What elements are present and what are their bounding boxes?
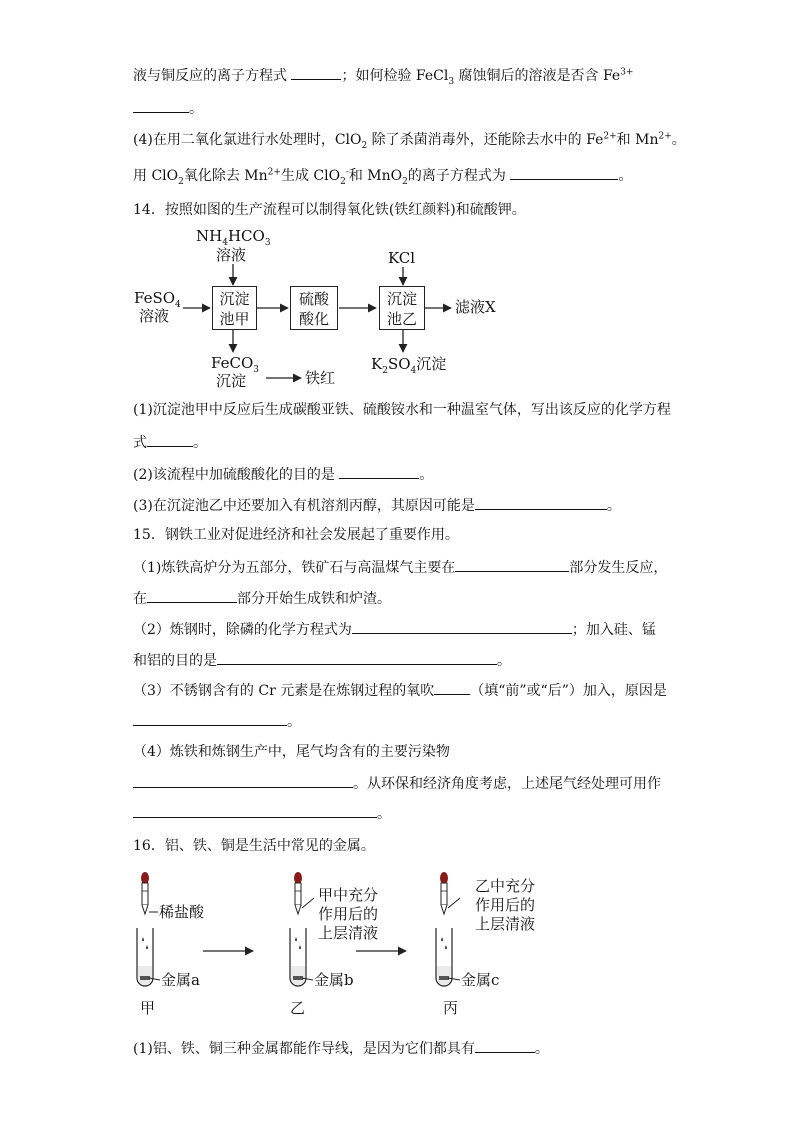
dropper-yi [294, 872, 302, 914]
dropper-bing [440, 872, 448, 914]
q14-title: 14．按照如图的生产流程可以制得氧化铁(铁红颜料)和硫酸钾。 [133, 202, 526, 218]
intro-line-1: 液与铜反应的离子方程式 ；如何检验 FeCl$_3$ 腐蚀铜后的溶液是否含 $Fe^{3+}$ [133, 65, 633, 86]
precipitation-tank-jia: 沉淀 池甲 [212, 286, 257, 330]
q14-part-3: (3)在沉淀池乙中还要加入有机溶剂丙醇，其原因可能是 。 [133, 495, 621, 516]
q15-part-1-line-2: 在 部分开始生成铁和炉渣。 [133, 588, 391, 609]
nh4hco3-solution-label: 溶液 [216, 246, 247, 264]
test-tube-jia [137, 928, 153, 986]
tube-jia-label: 甲 [140, 999, 156, 1017]
bing-reagent-label: 乙中充分 作用后的 上层清液 [475, 877, 536, 933]
q14-part-1-line-2: 式 。 [133, 432, 207, 453]
k2so4-label: $K_2SO_4$沉淀 [371, 355, 447, 376]
yi-reagent-label: 甲中充分 作用后的 上层清液 [318, 886, 379, 942]
tube-yi-label: 乙 [290, 999, 306, 1017]
feso4-solution-label: 溶液 [139, 307, 170, 325]
sulfuric-acid-acidification: 硫酸 酸化 [290, 286, 338, 330]
kcl-label: KCl [388, 249, 416, 267]
q13-4-line-1: (4)在用二氧化氯进行水处理时，ClO$_2$ 除了杀菌消毒外，还能除去水中的 $Fe^{2+}$和 $Mn^{2+}$。 [133, 131, 686, 151]
precipitation-tank-yi: 沉淀 池乙 [379, 286, 425, 330]
test-tube-yi [290, 928, 306, 986]
q16-part-1: (1)铝、铁、铜三种金属都能作导线，是因为它们都具有 。 [133, 1038, 549, 1059]
filtrate-x-label: 滤液X [455, 298, 496, 316]
metal-a-label: 金属a [161, 971, 200, 989]
q15-part-1-line-1: （1)炼铁高炉分为五部分，铁矿石与高温煤气主要在 部分发生反应， [133, 557, 667, 578]
dropper-jia [141, 872, 149, 914]
q15-part-2-line-1: （2）炼钢时，除磷的化学方程式为 ；加入硅、锰 [133, 619, 656, 640]
iron-red-label: 铁红 [305, 369, 336, 387]
q15-part-4-line-1: （4）炼铁和炼钢生产中，尾气均含有的主要污染物 [133, 744, 450, 760]
intro-line-2: 。 [133, 98, 203, 119]
answer-blank[interactable] [475, 1038, 535, 1053]
q15-part-4-line-2: 。从环保和经济角度考虑，上述尾气经处理可用作 [133, 773, 661, 794]
q15-part-3-line-1: （3）不锈钢含有的 Cr 元素是在炼钢过程的氧吹 （填“前”或“后”）加入，原因是 [133, 680, 667, 701]
q15-title: 15．钢铁工业对促进经济和社会发展起了重要作用。 [133, 527, 459, 543]
feco3-precipitate-label: 沉淀 [216, 372, 247, 390]
q15-part-3-line-2: 。 [133, 711, 301, 732]
metal-b-label: 金属b [314, 971, 354, 989]
jia-reagent-label: 稀盐酸 [159, 903, 205, 921]
feco3-label: FeCO$_3$ [211, 354, 259, 375]
q13-4-line-2: 用 ClO$_2$氧化除去 $Mn^{2+}$生成 ClO$_2$-和 MnO$_2$的离子方程式为 。 [133, 165, 632, 186]
feso4-label: FeSO$_4$ [134, 289, 181, 310]
q14-part-1-line-1: (1)沉淀池甲中反应后生成碳酸亚铁、硫酸铵水和一种温室气体，写出该反应的化学方程 [133, 402, 671, 418]
q15-part-2-line-2: 和铝的目的是 。 [133, 650, 511, 671]
nh4hco3-label: $NH_4HCO_3$ [196, 227, 271, 248]
q14-part-2: (2)该流程中加硫酸酸化的目的是 。 [133, 464, 433, 485]
q15-part-4-line-3: 。 [133, 803, 391, 824]
tube-bing-label: 丙 [443, 999, 459, 1017]
metal-c-label: 金属c [461, 971, 500, 989]
q16-title: 16．铝、铁、铜是生活中常见的金属。 [133, 838, 375, 854]
test-tube-bing [436, 928, 452, 986]
